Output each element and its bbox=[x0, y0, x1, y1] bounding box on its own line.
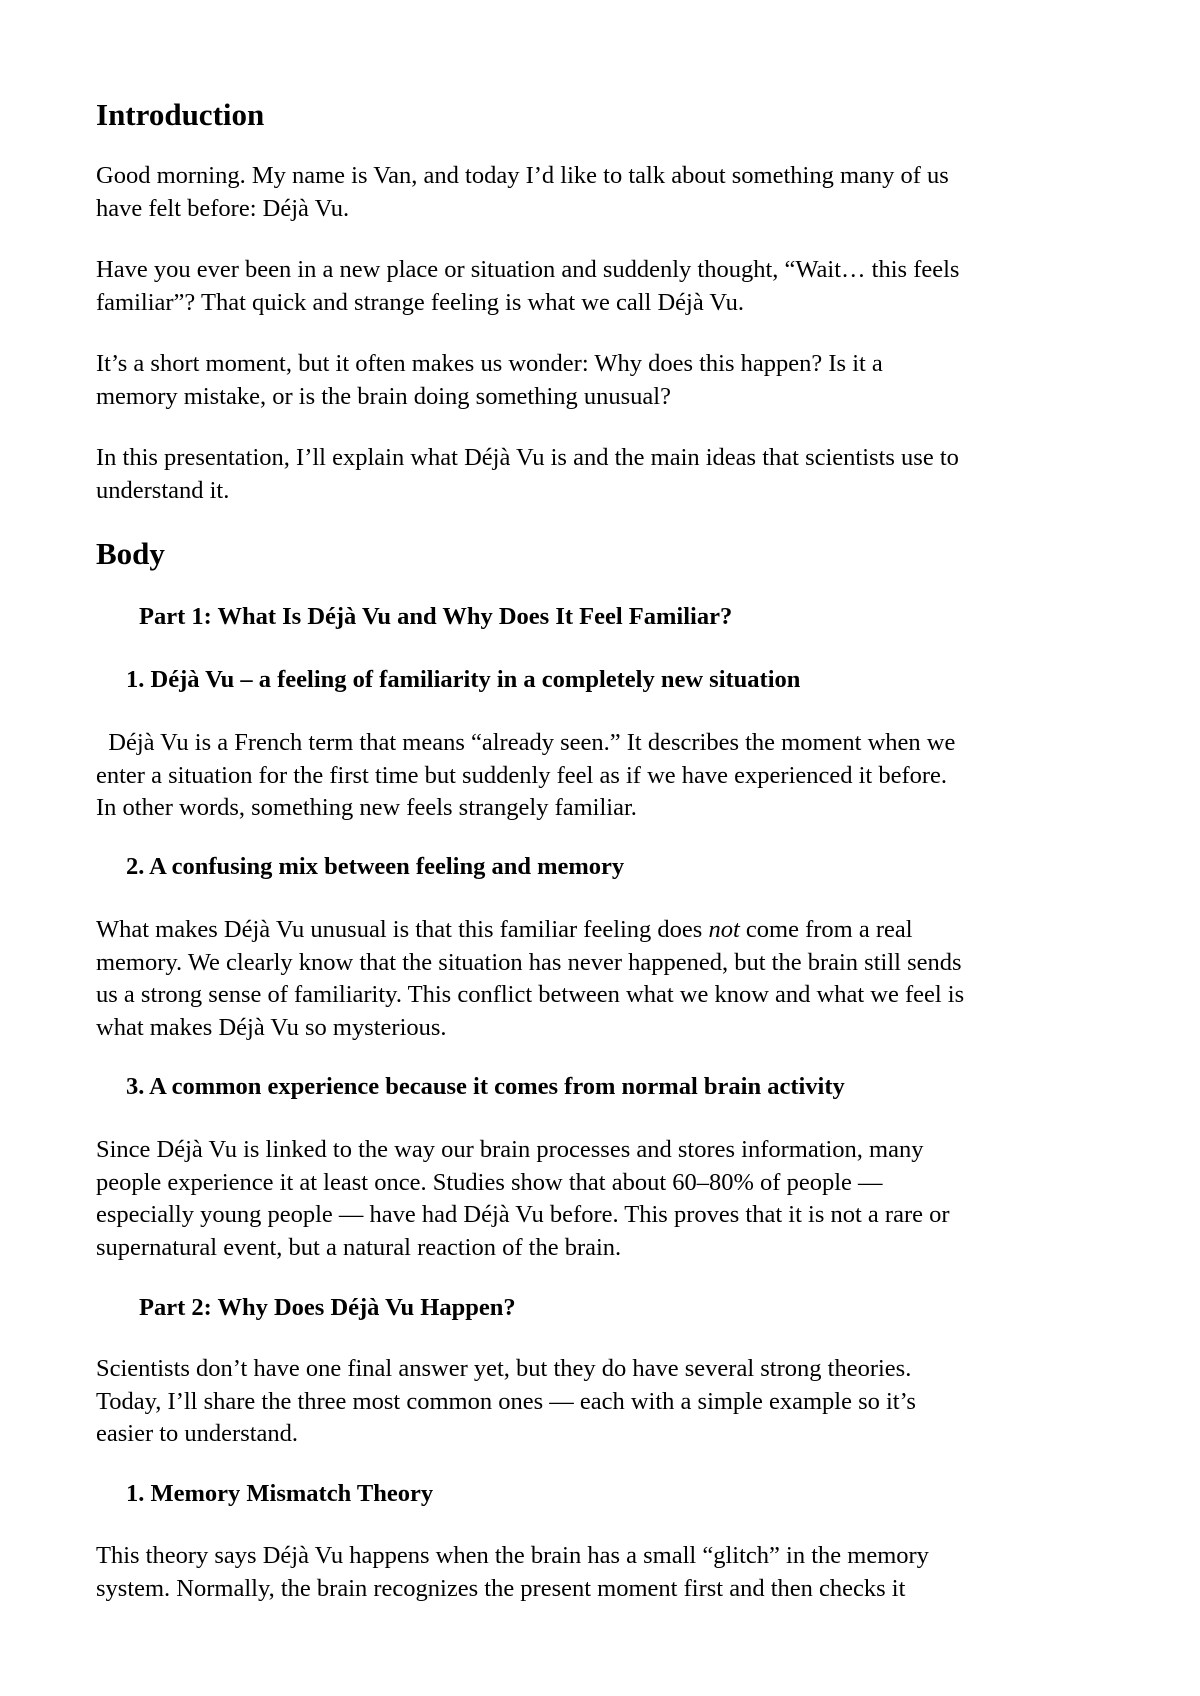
text-line: have felt before: Déjà Vu. bbox=[96, 194, 350, 222]
text-line: what makes Déjà Vu so mysterious. bbox=[96, 1013, 447, 1041]
part-2-intro-paragraph bbox=[96, 1353, 1156, 1451]
text-run: come from a real bbox=[739, 916, 913, 943]
text-line: people experience it at least once. Studies show that about 60–80% of people — bbox=[96, 1168, 883, 1196]
text-line: Have you ever been in a new place or situation and suddenly thought, “Wait… this feels bbox=[96, 256, 960, 283]
text-line: In other words, something new feels strangely familiar. bbox=[96, 794, 637, 821]
part-1-item-1-paragraph bbox=[96, 727, 1156, 825]
text-line bbox=[96, 914, 1156, 947]
text-line: Since Déjà Vu is linked to the way our brain processes and stores information, many bbox=[96, 1136, 924, 1163]
text-line: familiar”? That quick and strange feeling is what we call Déjà Vu. bbox=[96, 288, 744, 316]
part-2-item-1-title: 1. Memory Mismatch Theory bbox=[126, 1480, 434, 1507]
part-2-item-1-paragraph bbox=[96, 1540, 1156, 1605]
part-1-item-2-paragraph bbox=[96, 914, 1156, 1044]
body-heading: Body bbox=[96, 536, 165, 571]
text-run: What makes Déjà Vu unusual is that this familiar feeling does bbox=[96, 916, 709, 943]
text-line: In this presentation, I’ll explain what Déjà Vu is and the main ideas that scientists use to bbox=[96, 444, 959, 471]
text-line: Today, I’ll share the three most common ones — each with a simple example so it’s bbox=[96, 1387, 916, 1415]
intro-paragraph-3 bbox=[96, 348, 1156, 413]
text-line: system. Normally, the brain recognizes the present moment first and then checks it bbox=[96, 1574, 906, 1602]
text-line: supernatural event, but a natural reaction of the brain. bbox=[96, 1233, 622, 1261]
text-line: enter a situation for the first time but suddenly feel as if we have experienced it before. bbox=[96, 761, 948, 789]
text-line: memory. We clearly know that the situation has never happened, but the brain still sends bbox=[96, 948, 962, 976]
part-1-item-2-title: 2. A confusing mix between feeling and memory bbox=[126, 853, 625, 880]
text-line: It’s a short moment, but it often makes us wonder: Why does this happen? Is it a bbox=[96, 350, 883, 377]
text-line: Scientists don’t have one final answer yet, but they do have several strong theories. bbox=[96, 1355, 912, 1382]
text-line: easier to understand. bbox=[96, 1420, 299, 1447]
text-line: This theory says Déjà Vu happens when the brain has a small “glitch” in the memory bbox=[96, 1542, 929, 1569]
part-1-item-3-title: 3. A common experience because it comes from normal brain activity bbox=[126, 1073, 845, 1100]
text-line: memory mistake, or is the brain doing something unusual? bbox=[96, 382, 671, 410]
part-1-item-1-title: 1. Déjà Vu – a feeling of familiarity in a completely new situation bbox=[126, 666, 801, 693]
text-line: especially young people — have had Déjà Vu before. This proves that it is not a rare or bbox=[96, 1201, 950, 1228]
intro-paragraph-2 bbox=[96, 254, 1156, 319]
intro-paragraph-4 bbox=[96, 442, 1156, 507]
part-2-title: Part 2: Why Does Déjà Vu Happen? bbox=[139, 1294, 516, 1321]
part-1-item-3-paragraph bbox=[96, 1134, 1156, 1264]
introduction-heading: Introduction bbox=[96, 97, 265, 132]
text-line: us a strong sense of familiarity. This conflict between what we know and what we feel is bbox=[96, 981, 965, 1008]
emphasis-text: not bbox=[708, 916, 740, 943]
part-1-title: Part 1: What Is Déjà Vu and Why Does It Feel Familiar? bbox=[139, 603, 733, 630]
text-line: Good morning. My name is Van, and today I’d like to talk about something many of us bbox=[96, 162, 949, 189]
text-line: understand it. bbox=[96, 476, 230, 504]
intro-paragraph-1 bbox=[96, 160, 1156, 225]
text-line: Déjà Vu is a French term that means “already seen.” It describes the moment when we bbox=[96, 729, 956, 756]
